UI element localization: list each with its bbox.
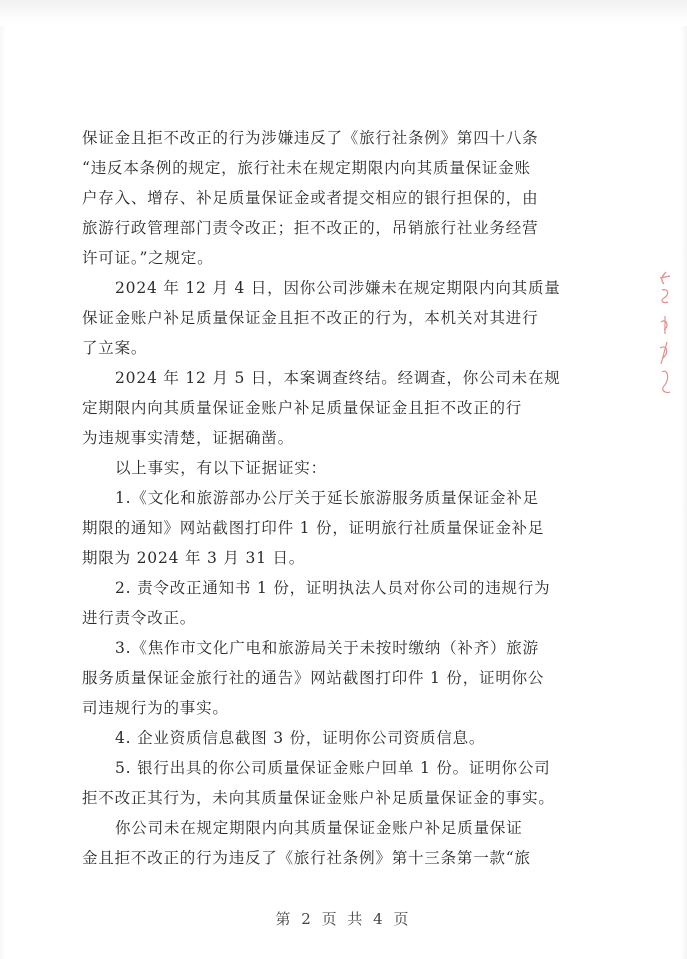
text-line: 3.《焦作市文化广电和旅游局关于未按时缴纳（补齐）旅游 bbox=[115, 639, 539, 657]
text-line: 司违规行为的事实。 bbox=[82, 699, 229, 717]
text-line: 期限为 2024 年 3 月 31 日。 bbox=[82, 549, 306, 567]
text-line: 户存入、增存、补足质量保证金或者提交相应的银行担保的，由 bbox=[82, 189, 539, 207]
paragraph bbox=[82, 813, 612, 873]
text-line: 你公司未在规定期限内向其质量保证金账户补足质量保证 bbox=[115, 819, 523, 837]
paragraph bbox=[82, 633, 612, 723]
paragraph bbox=[82, 723, 612, 753]
paragraph bbox=[82, 123, 612, 273]
text-line: 拒不改正其行为，未向其质量保证金账户补足质量保证金的事实。 bbox=[82, 789, 555, 807]
paragraph bbox=[82, 483, 612, 573]
text-line: 了立案。 bbox=[82, 339, 148, 357]
scan-shadow bbox=[0, 0, 687, 26]
document-body bbox=[82, 123, 612, 873]
text-line: 2. 责令改正通知书 1 份，证明执法人员对你公司的违规行为 bbox=[115, 579, 551, 597]
text-line: 期限的通知》网站截图打印件 1 份，证明旅行社质量保证金补足 bbox=[82, 519, 545, 537]
paragraph bbox=[82, 453, 612, 483]
paragraph bbox=[82, 363, 612, 453]
seal-stamp-fragment bbox=[652, 268, 678, 400]
page-number-footer: 第 2 页 共 4 页 bbox=[275, 910, 412, 928]
text-line: 5. 银行出具的你公司质量保证金账户回单 1 份。证明你公司 bbox=[115, 759, 551, 777]
text-line: 1.《文化和旅游部办公厅关于延长旅游服务质量保证金补足 bbox=[115, 489, 539, 507]
text-line: 2024 年 12 月 5 日，本案调查终结。经调查，你公司未在规 bbox=[115, 369, 561, 387]
text-line: 旅游行政管理部门责令改正；拒不改正的，吊销旅行社业务经营 bbox=[82, 219, 539, 237]
text-line: 定期限内向其质量保证金账户补足质量保证金且拒不改正的行 bbox=[82, 399, 523, 417]
text-line: 2024 年 12 月 4 日，因你公司涉嫌未在规定期限内向其质量 bbox=[115, 279, 561, 297]
text-line: 金且拒不改正的行为违反了《旅行社条例》第十三条第一款“旅 bbox=[82, 849, 531, 867]
text-line: 4. 企业资质信息截图 3 份，证明你公司资质信息。 bbox=[115, 729, 486, 747]
paragraph bbox=[82, 753, 612, 813]
text-line: 为违规事实清楚，证据确凿。 bbox=[82, 429, 294, 447]
text-line: 保证金账户补足质量保证金且拒不改正的行为，本机关对其进行 bbox=[82, 309, 539, 327]
text-line: 以上事实，有以下证据证实： bbox=[115, 459, 327, 477]
paragraph bbox=[82, 273, 612, 363]
text-line: “违反本条例的规定，旅行社未在规定期限内向其质量保证金账 bbox=[82, 159, 531, 177]
text-line: 许可证。”之规定。 bbox=[82, 249, 214, 267]
paragraph bbox=[82, 573, 612, 633]
text-line: 进行责令改正。 bbox=[82, 609, 197, 627]
text-line: 服务质量保证金旅行社的通告》网站截图打印件 1 份，证明你公 bbox=[82, 669, 545, 687]
text-line: 保证金且拒不改正的行为涉嫌违反了《旅行社条例》第四十八条 bbox=[82, 129, 539, 147]
